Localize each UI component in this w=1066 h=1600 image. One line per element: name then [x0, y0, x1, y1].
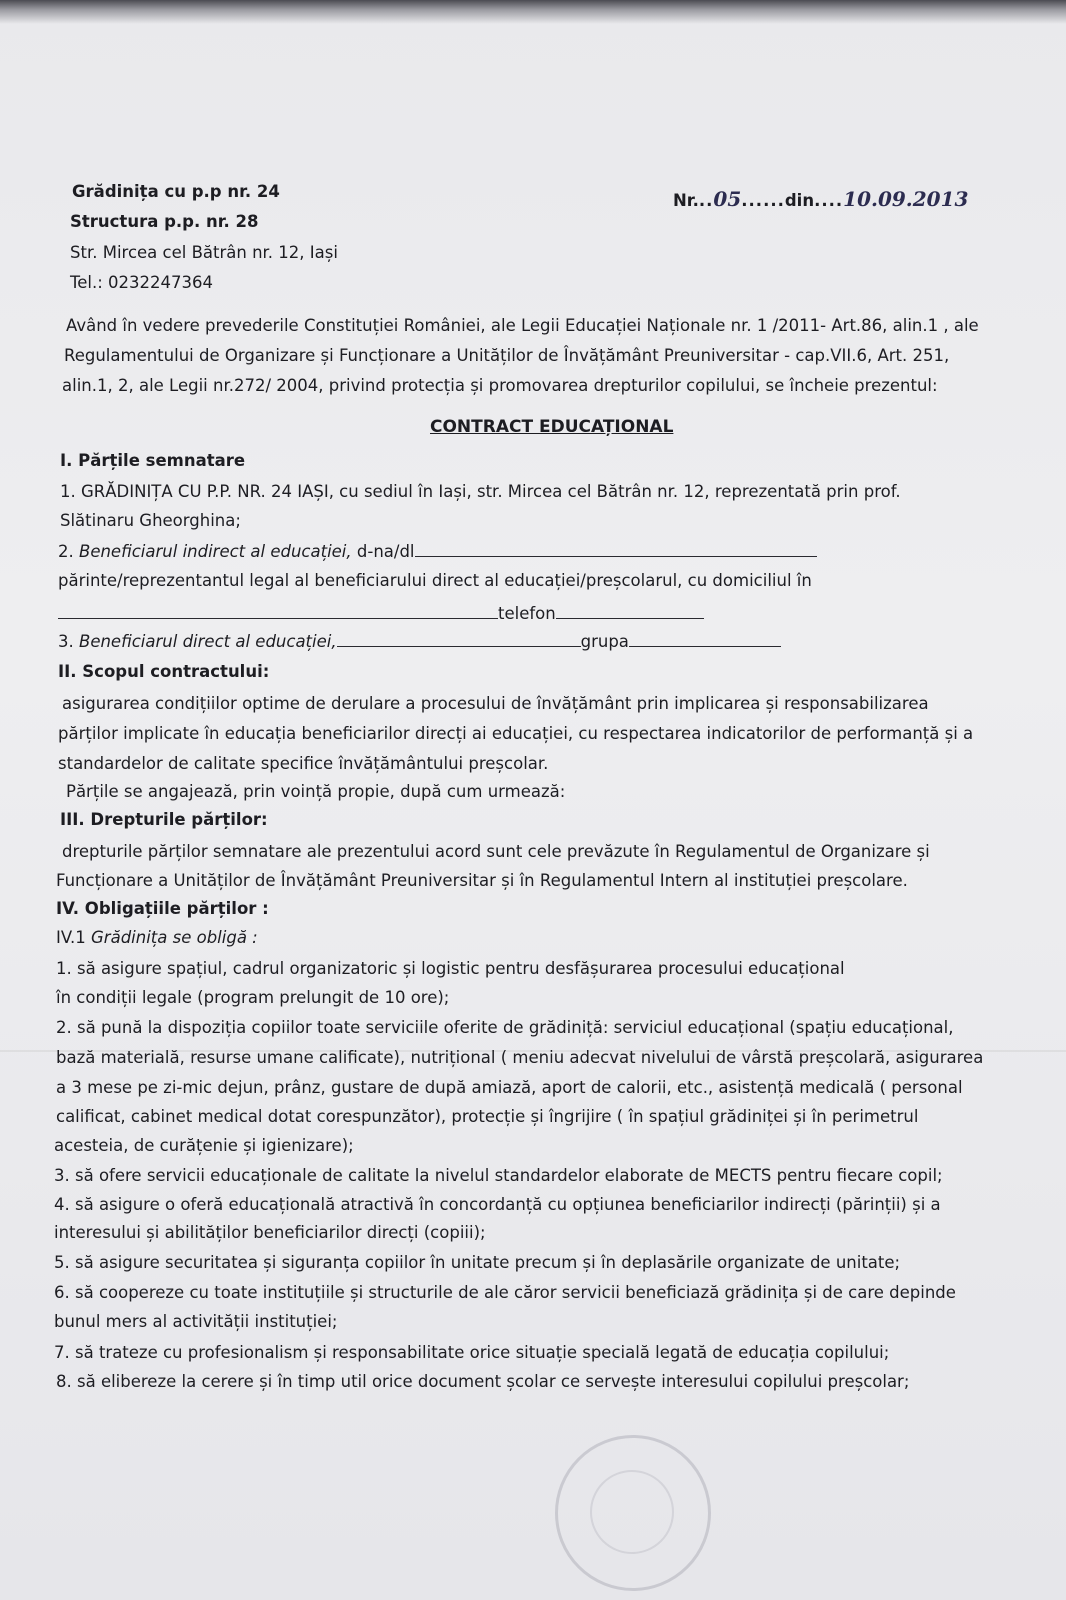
- section-4-heading: IV. Obligațiile părților :: [56, 899, 269, 918]
- preamble-line-1: Având în vedere prevederile Constituției României, ale Legii Educației Naționale nr. 1 /2011- Art.86, alin.1 , ale: [66, 316, 979, 335]
- address: Str. Mircea cel Bătrân nr. 12, Iași: [70, 243, 338, 262]
- address-phone-line: [58, 603, 704, 625]
- obligation-line: 4. să asigure o oferă educațională atractivă în concordanță cu opțiunea beneficiarilor indirecți (părinții) și a: [54, 1195, 941, 1214]
- section-3-line-2: Funcționare a Unităților de Învățământ Preuniversitar și în Regulamentul Intern al instituției preșcolare.: [56, 871, 908, 890]
- obligation-line: acesteia, de curățenie și igienizare);: [54, 1136, 354, 1155]
- grupa-blank[interactable]: [629, 632, 781, 647]
- party-1-line-1: 1. GRĂDINIȚA CU P.P. NR. 24 IAȘI, cu sediul în Iași, str. Mircea cel Bătrân nr. 12, reprezentată prin prof.: [60, 482, 901, 501]
- child-name-blank[interactable]: [337, 632, 581, 647]
- phone: Tel.: 0232247364: [70, 273, 214, 292]
- preamble-line-2: Regulamentului de Organizare și Funcționare a Unităților de Învățământ Preuniversitar - cap.VII.6, Art. 251,: [64, 346, 950, 365]
- contract-title: CONTRACT EDUCAȚIONAL: [430, 417, 674, 437]
- section-2-line-2: părților implicate în educația beneficiarilor direcți ai educației, cu respectarea indicatorilor de performanță și a: [58, 724, 974, 743]
- structure-name: Structura p.p. nr. 28: [70, 212, 259, 231]
- obligation-line: a 3 mese pe zi-mic dejun, prânz, gustare de după amiază, aport de calorii, etc., asistență medicală ( personal: [56, 1078, 963, 1097]
- obligation-line: 2. să pună la dispoziția copiilor toate serviciile oferite de grădiniță: serviciul educațional (spațiu educațional,: [56, 1018, 954, 1037]
- party-2-line-2: părinte/reprezentantul legal al beneficiarului direct al educației/preșcolarul, cu domiciliul în: [58, 571, 812, 590]
- date-handwritten-value: 10.09.2013: [843, 187, 969, 211]
- obligation-line: în condiții legale (program prelungit de 10 ore);: [56, 988, 450, 1007]
- obligation-line: 7. să trateze cu profesionalism și responsabilitate orice situație specială legată de educația copilului;: [54, 1343, 890, 1362]
- obligation-line: calificat, cabinet medical dotat corespunzător), protecție și îngrijire ( în spațiul grădiniței și în perimetrul: [56, 1107, 919, 1126]
- party-2-line-1: 2. Beneficiarul indirect al educației, d-na/dl: [58, 541, 817, 563]
- telefon-blank[interactable]: [556, 604, 704, 619]
- grupa-label: grupa: [580, 632, 629, 651]
- party-3-label: Beneficiarul direct al educației,: [79, 632, 337, 651]
- telefon-label: telefon: [498, 604, 556, 623]
- obligation-line: 8. să elibereze la cerere și în timp util orice document școlar ce servește interesului copilului preșcolar;: [56, 1372, 910, 1391]
- din-label: din: [784, 191, 815, 210]
- party-2-label: Beneficiarul indirect al educației,: [79, 542, 352, 561]
- obligation-line: 1. să asigure spațiul, cadrul organizatoric și logistic pentru desfășurarea procesului educațional: [56, 959, 845, 978]
- party-3-line: 3. Beneficiarul direct al educației, grupa: [58, 631, 781, 653]
- section-3-heading: III. Drepturile părților:: [60, 810, 268, 829]
- party-1-line-2: Slătinaru Gheorghina;: [60, 511, 241, 530]
- obligation-line: bunul mers al activității instituției;: [54, 1312, 338, 1331]
- obligation-line: 3. să ofere servicii educaționale de calitate la nivelul standardelor elaborate de MECTS pentru fiecare copil;: [54, 1166, 943, 1185]
- obligation-line: 5. să asigure securitatea și siguranța copiilor în unitate precum și în deplasările organizate de unitate;: [54, 1253, 901, 1272]
- obligation-line: interesului și abilităților beneficiarilor direcți (copiii);: [54, 1223, 486, 1242]
- section-2-line-3: standardelor de calitate specifice învățământului preșcolar.: [58, 754, 549, 773]
- nr-handwritten-value: 05: [713, 187, 742, 211]
- obligation-line: 6. să coopereze cu toate instituțiile și structurile de ale căror servicii beneficiază grădinița și de care depinde: [54, 1283, 956, 1302]
- registration-number: Nr...05......din....10.09.2013: [673, 187, 969, 211]
- section-3-line-1: drepturile părților semnatare ale prezentului acord sunt cele prevăzute în Regulamentul de Organizare și: [62, 842, 930, 861]
- parent-name-blank[interactable]: [415, 542, 817, 557]
- obligation-line: bază materială, resurse umane calificate), nutrițional ( meniu adecvat nivelului de vârstă preșcolară, asigurarea: [56, 1048, 984, 1067]
- section-2-line-1: asigurarea condițiilor optime de derulare a procesului de învățământ prin implicarea și responsabilizarea: [62, 694, 929, 713]
- section-2-line-4: Părțile se angajează, prin voință propie, după cum urmează:: [66, 782, 566, 801]
- nr-label: Nr.: [673, 191, 699, 210]
- section-2-heading: II. Scopul contractului:: [58, 662, 270, 681]
- section-4-1-heading: IV.1 Grădinița se obligă :: [56, 928, 258, 947]
- section-1-heading: I. Părțile semnatare: [60, 451, 246, 470]
- preamble-line-3: alin.1, 2, ale Legii nr.272/ 2004, privind protecția și promovarea drepturilor copilului, se încheie prezentul:: [62, 376, 938, 395]
- domicile-blank[interactable]: [58, 604, 498, 619]
- institution-name: Grădinița cu p.p nr. 24: [72, 182, 280, 201]
